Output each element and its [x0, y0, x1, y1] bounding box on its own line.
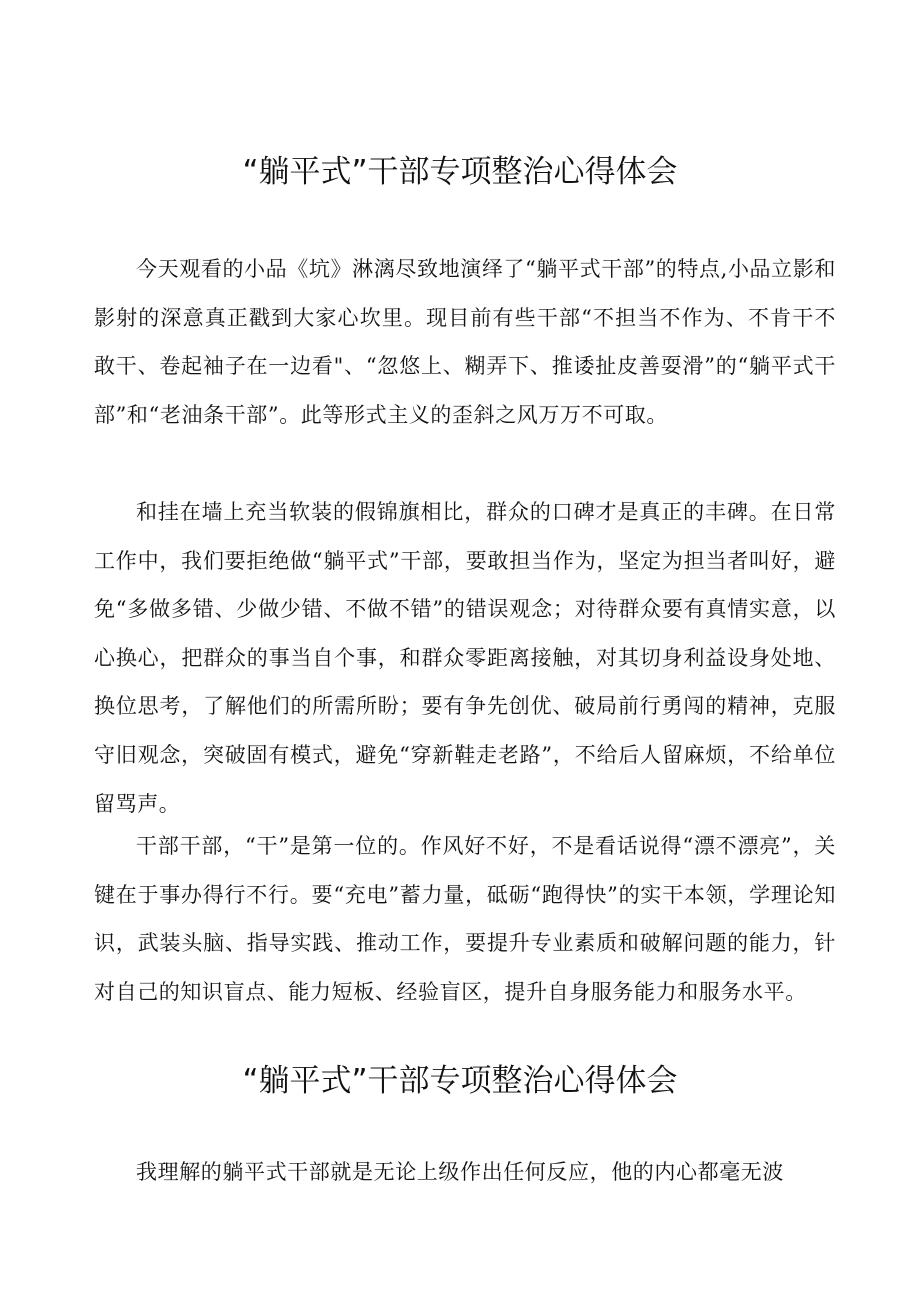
document-title: “躺平式”干部专项整治心得体会 [242, 154, 678, 190]
paragraph-1: 今天观看的小品《坑》淋漓尽致地演绎了“躺平式干部”的特点,小品立影和影射的深意真正戳到大家心坎里。现目前有些干部“不担当不作为、不肯干不敢干、卷起袖子在一边看"、“忽悠上、糊弄下、推诿扯皮善耍滑”的“躺平式干部”和“老油条干部”。此等形式主义的歪斜之风万万不可取。 [94, 257, 836, 427]
paragraph-2: 和挂在墙上充当软装的假锦旗相比，群众的口碑才是真正的丰碑。在日常工作中，我们要拒绝做“躺平式”干部，要敢担当作为，坚定为担当者叫好，避免“多做多错、少做少错、不做不错”的错误观念；对待群众要有真情实意，以心换心，把群众的事当自个事，和群众零距离接触，对其切身利益设身处地、换位思考，了解他们的所需所盼；要有争先创优、破局前行勇闯的精神，克服守旧观念，突破固有模式，避免“穿新鞋走老路”，不给后人留麻烦，不给单位留骂声。 [94, 500, 836, 816]
paragraph-4: 我理解的躺平式干部就是无论上级作出任何反应，他的内心都毫无波 [136, 1160, 784, 1184]
second-document-title: “躺平式”干部专项整治心得体会 [242, 1063, 678, 1099]
paragraph-3: 干部干部，“干”是第一位的。作风好不好，不是看话说得“漂不漂亮”，关键在于事办得行不行。要“充电”蓄力量，砥砺“跑得快”的实干本领，学理论知识，武装头脑、指导实践、推动工作，要提升专业素质和破解问题的能力，针对自己的知识盲点、能力短板、经验盲区，提升自身服务能力和服务水平。 [94, 834, 836, 1004]
